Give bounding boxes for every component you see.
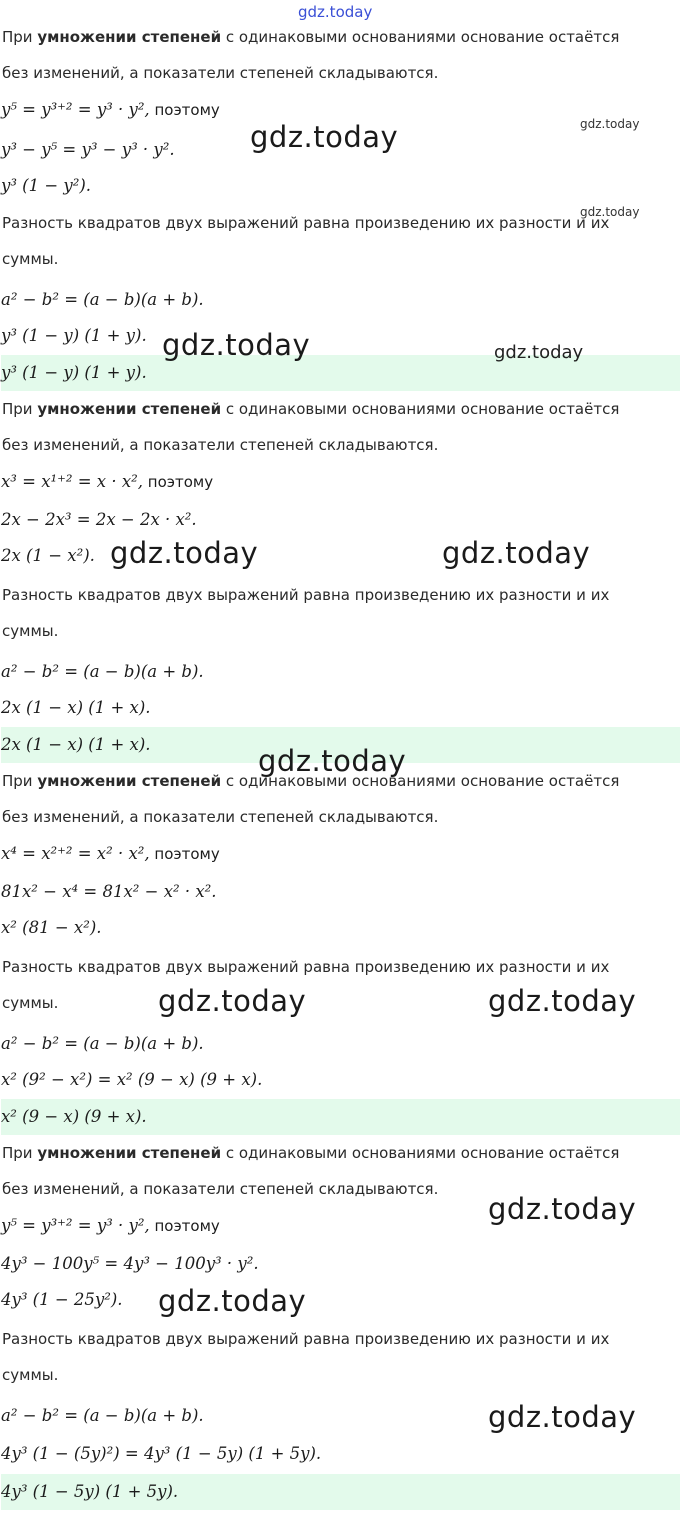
math-line: a² − b² = (a − b)(a + b). [1, 662, 204, 681]
math-line: 2x (1 − x) (1 + x). [1, 698, 151, 717]
math-line: 2x − 2x³ = 2x − 2x · x². [1, 510, 197, 529]
rule-text-pre: При [2, 1144, 38, 1162]
rule-text [2, 1144, 680, 1162]
rule-text-post: с одинаковыми основаниями основание остаётся [221, 28, 620, 46]
math-line [1, 472, 680, 491]
answer-line: 2x (1 − x) (1 + x). [1, 727, 680, 763]
math-line: a² − b² = (a − b)(a + b). [1, 290, 204, 309]
math-line: a² − b² = (a − b)(a + b). [1, 1034, 204, 1053]
explanation-text: Разность квадратов двух выражений равна произведению их разности и их [2, 214, 610, 232]
watermark: gdz.today [158, 1284, 307, 1318]
math-word: поэтому [143, 473, 214, 491]
watermark: gdz.today [442, 536, 591, 570]
math-word: поэтому [149, 101, 220, 119]
rule-text-pre: При [2, 28, 38, 46]
watermark: gdz.today [258, 744, 407, 778]
math-line: 2x (1 − x²). [1, 546, 95, 565]
math-line: 4y³ (1 − (5y)²) = 4y³ (1 − 5y) (1 + 5y). [1, 1444, 322, 1463]
math-expression: y⁵ = y³⁺² = y³ · y², [1, 1216, 150, 1235]
math-line: 81x² − x⁴ = 81x² − x² · x². [1, 882, 217, 901]
math-expression: x⁴ = x²⁺² = x² · x², [1, 844, 150, 863]
math-line: y³ (1 − y) (1 + y). [1, 326, 147, 345]
rule-text [2, 28, 680, 46]
rule-text-bold: умножении степеней [37, 772, 222, 790]
math-line [1, 100, 680, 119]
watermark: gdz.today [110, 536, 259, 570]
math-word: поэтому [149, 845, 220, 863]
rule-text-bold: умножении степеней [37, 400, 222, 418]
explanation-text: суммы. [2, 994, 59, 1012]
math-line [1, 844, 680, 863]
watermark-small: gdz.today [580, 205, 640, 219]
math-line: x² (81 − x²). [1, 918, 102, 937]
math-expression: x³ = x¹⁺² = x · x², [1, 472, 143, 491]
rule-text-pre: При [2, 772, 38, 790]
watermark: gdz.today [488, 1400, 637, 1434]
explanation-text: Разность квадратов двух выражений равна произведению их разности и их [2, 1330, 610, 1348]
math-line: y³ (1 − y²). [1, 176, 92, 195]
top-watermark: gdz.today [298, 3, 373, 21]
rule-text-bold: умножении степеней [37, 1144, 222, 1162]
explanation-text: суммы. [2, 1366, 59, 1384]
math-line: 4y³ (1 − 25y²). [1, 1290, 123, 1309]
explanation-text: без изменений, а показатели степеней складываются. [2, 436, 439, 454]
watermark: gdz.today [162, 328, 311, 362]
math-word: поэтому [149, 1217, 220, 1235]
explanation-text: без изменений, а показатели степеней складываются. [2, 808, 439, 826]
explanation-text: Разность квадратов двух выражений равна произведению их разности и их [2, 958, 610, 976]
rule-text-bold: умножении степеней [37, 28, 222, 46]
watermark: gdz.today [488, 984, 637, 1018]
explanation-text: суммы. [2, 622, 59, 640]
rule-text-pre: При [2, 400, 38, 418]
rule-text-post: с одинаковыми основаниями основание остаётся [221, 772, 620, 790]
math-line: a² − b² = (a − b)(a + b). [1, 1406, 204, 1425]
watermark: gdz.today [158, 984, 307, 1018]
math-line: y³ − y⁵ = y³ − y³ · y². [1, 140, 175, 159]
explanation-text: суммы. [2, 250, 59, 268]
watermark-small: gdz.today [580, 117, 640, 131]
explanation-text: без изменений, а показатели степеней складываются. [2, 1180, 439, 1198]
rule-text-post: с одинаковыми основаниями основание остаётся [221, 400, 620, 418]
explanation-text: без изменений, а показатели степеней складываются. [2, 64, 439, 82]
rule-text-post: с одинаковыми основаниями основание остаётся [221, 1144, 620, 1162]
rule-text [2, 400, 680, 418]
watermark: gdz.today [250, 120, 399, 154]
answer-line: 4y³ (1 − 5y) (1 + 5y). [1, 1474, 680, 1510]
answer-line: y³ (1 − y) (1 + y). [1, 355, 680, 391]
math-line: 4y³ − 100y⁵ = 4y³ − 100y³ · y². [1, 1254, 259, 1273]
watermark: gdz.today [488, 1192, 637, 1226]
math-expression: y⁵ = y³⁺² = y³ · y², [1, 100, 150, 119]
answer-line: x² (9 − x) (9 + x). [1, 1099, 680, 1135]
explanation-text: Разность квадратов двух выражений равна произведению их разности и их [2, 586, 610, 604]
watermark-medium: gdz.today [494, 342, 584, 363]
math-line: x² (9² − x²) = x² (9 − x) (9 + x). [1, 1070, 263, 1089]
